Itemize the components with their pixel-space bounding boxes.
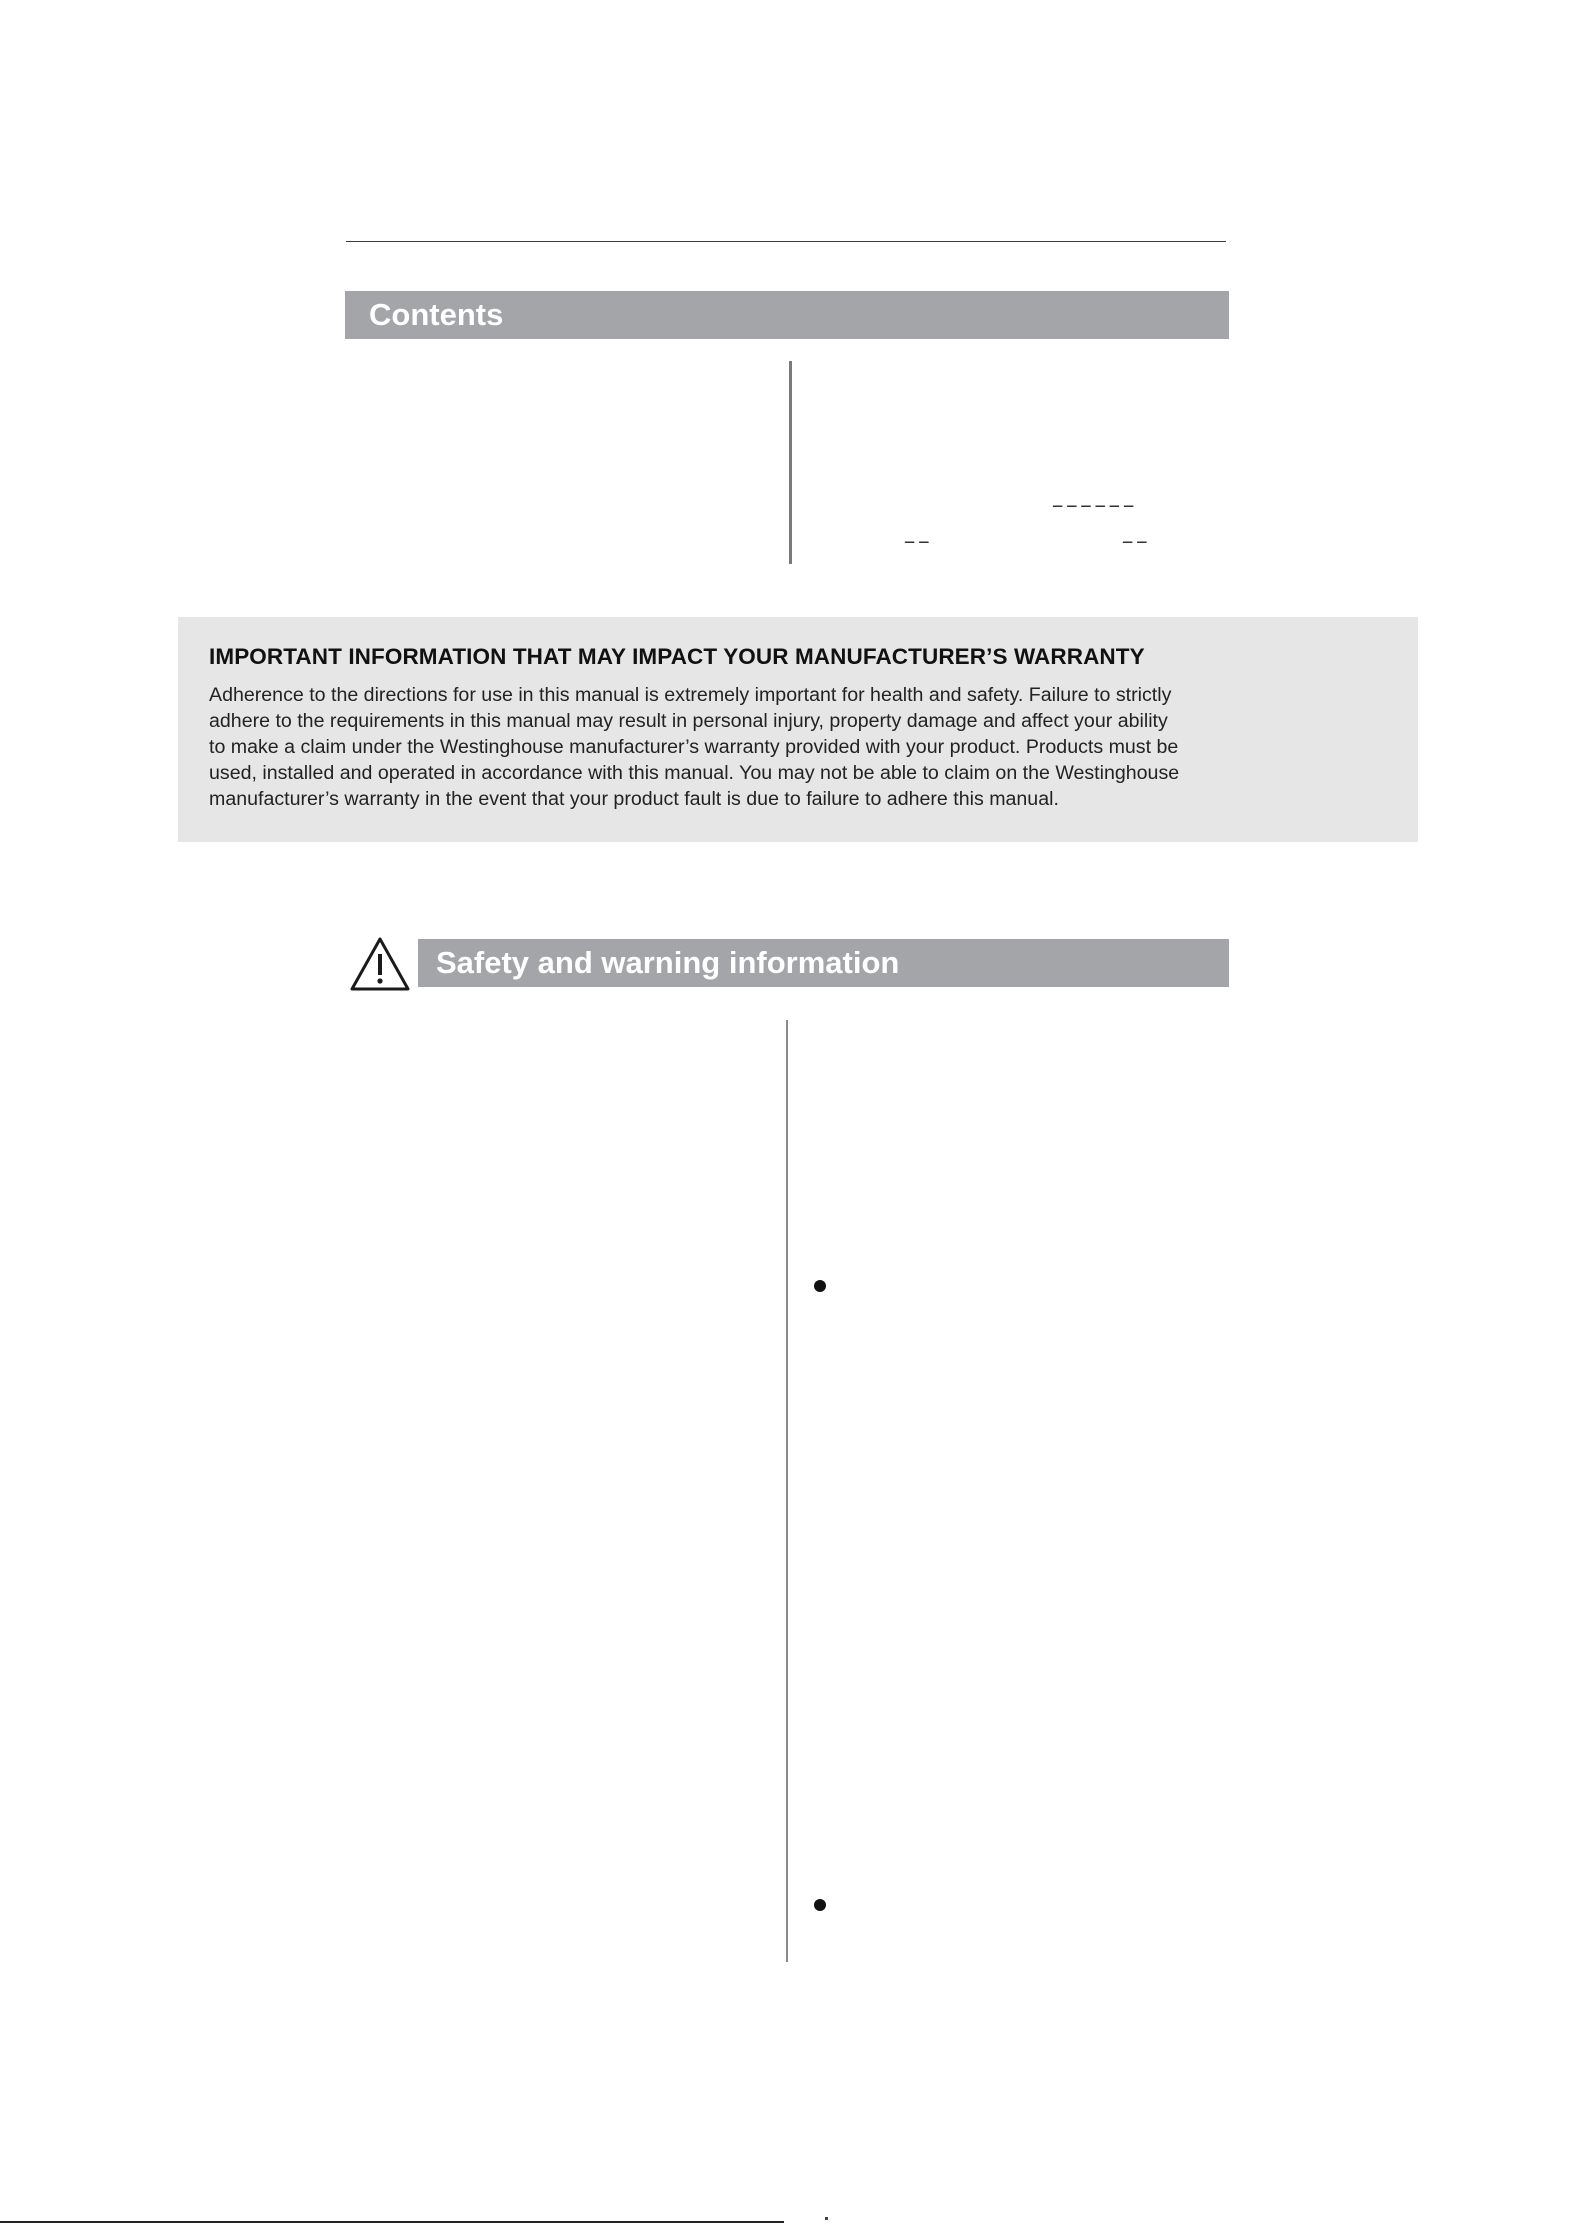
footer-rule [0,2221,784,2223]
contents-dash-run: –––––– [1051,494,1137,519]
warranty-notice-line: to make a claim under the Westinghouse manufacturer’s warranty provided with your product. Products must be [209,736,1179,758]
bullet-point [814,1899,826,1911]
warranty-notice-line: used, installed and operated in accordance with this manual. You may not be able to claim on the Westinghouse [209,762,1180,784]
bullet-point [814,1280,826,1292]
footer-mark [825,2217,828,2220]
warranty-notice-body [209,682,1388,812]
header-rule [346,241,1226,242]
warranty-notice-line: Adherence to the directions for use in this manual is extremely important for health and safety. Failure to strictly [209,684,1172,706]
safety-column-divider [786,1020,788,1962]
warranty-notice-line: manufacturer’s warranty in the event that your product fault is due to failure to adhere this manual. [209,788,1059,810]
contents-dash-run: –– [1121,530,1150,555]
warranty-notice-title: IMPORTANT INFORMATION THAT MAY IMPACT YOUR MANUFACTURER’S WARRANTY [209,644,1145,669]
safety-heading: Safety and warning information [418,939,1229,987]
warning-triangle-icon [349,936,411,992]
contents-dash-run: –– [903,530,932,555]
contents-column-divider [789,361,792,564]
contents-heading: Contents [345,291,1229,339]
warranty-notice-box [178,617,1418,842]
warranty-notice-line: adhere to the requirements in this manual may result in personal injury, property damage and affect your ability [209,710,1168,732]
